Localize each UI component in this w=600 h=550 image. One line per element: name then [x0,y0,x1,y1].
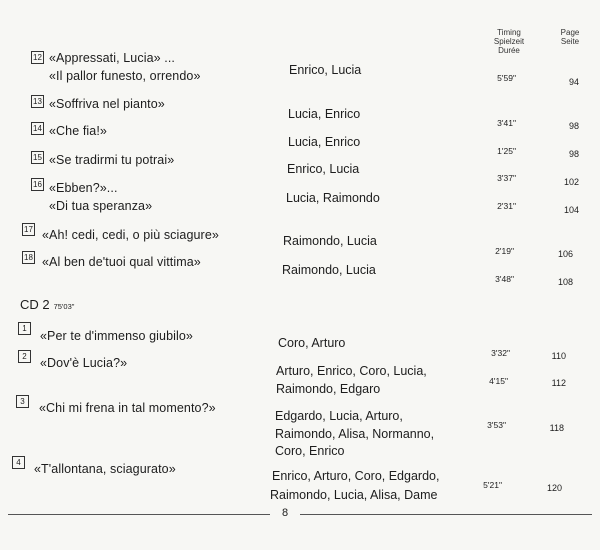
track-timing: 5'59" [497,73,516,83]
track-timing: 2'31" [497,201,516,211]
track-title: «Soffriva nel pianto» [49,97,165,111]
track-performers: Arturo, Enrico, Coro, Lucia, [276,364,427,378]
track-number: 14 [31,122,44,135]
timing-column-header [484,28,534,55]
track-number: 3 [16,395,29,408]
track-performers: Enrico, Lucia [289,63,362,77]
track-title: «Ah! cedi, cedi, o più sciagure» [42,228,219,242]
track-number: 1 [18,322,31,335]
cd2-total-time: 75'03" [53,302,75,311]
track-number: 16 [31,178,44,191]
track-title: «Appressati, Lucia» ... [49,51,175,65]
track-number: 18 [22,251,35,264]
track-title: «Il pallor funesto, orrendo» [49,69,201,83]
timing-header-line: Durée [498,46,520,55]
track-timing: 3'53" [487,420,506,430]
track-performers: Lucia, Raimondo [286,191,380,205]
track-timing: 1'25" [497,146,516,156]
track-title: «Per te d'immenso giubilo» [40,329,193,343]
track-title: «Che fia!» [49,124,107,138]
cd2-label: CD 2 [20,297,50,312]
track-timing: 4'15" [489,376,508,386]
track-title: «Chi mi frena in tal momento?» [39,401,216,415]
track-page: 104 [563,205,579,215]
track-timing: 3'41" [497,118,516,128]
track-page: 102 [563,177,579,187]
track-timing: 3'37" [497,173,516,183]
track-timing: 3'48" [495,274,514,284]
page-number: 8 [281,507,289,519]
track-number: 4 [12,456,25,469]
track-page: 94 [568,77,579,87]
track-title: «Ebben?»... [49,181,118,195]
track-number: 12 [31,51,44,64]
track-title: «Di tua speranza» [49,199,153,213]
track-number: 13 [31,95,44,108]
track-performers: Coro, Enrico [275,444,345,458]
track-performers: Raimondo, Edgaro [276,382,381,396]
track-performers: Raimondo, Lucia [283,234,377,248]
track-timing: 3'32" [491,348,510,358]
track-page: 98 [568,121,579,131]
footer-rule-left [8,514,270,515]
track-number: 2 [18,350,31,363]
track-performers: Raimondo, Alisa, Normanno, [275,427,435,441]
track-performers: Raimondo, Lucia [282,263,376,277]
track-performers: Enrico, Lucia [287,162,360,176]
timing-header-line: Timing [497,28,521,37]
track-performers: Raimondo, Lucia, Alisa, Dame [270,488,438,502]
track-page: 118 [549,423,564,433]
track-performers: Lucia, Enrico [288,135,361,149]
track-performers: Enrico, Arturo, Coro, Edgardo, [272,469,440,483]
track-title: «Dov'è Lucia?» [40,356,128,370]
track-page: 112 [551,378,566,388]
track-performers: Lucia, Enrico [288,107,361,121]
track-performers: Coro, Arturo [278,336,346,350]
track-title: «T'allontana, sciagurato» [34,462,176,476]
track-timing: 2'19" [495,246,514,256]
track-page: 106 [557,249,573,259]
cd2-heading [20,297,74,314]
page-header-line: Seite [560,37,580,46]
track-title: «Al ben de'tuoi qual vittima» [42,255,201,269]
page-header-line: Page [560,28,580,37]
timing-header-line: Spielzeit [493,37,525,46]
track-page: 108 [557,277,573,287]
track-title: «Se tradirmi tu potrai» [49,153,175,167]
track-timing: 5'21" [483,480,502,490]
track-page: 98 [568,149,579,159]
track-performers: Edgardo, Lucia, Arturo, [275,409,403,423]
page-column-header [552,28,588,46]
footer-rule-right [300,514,592,515]
track-page: 110 [551,351,566,361]
track-page: 120 [546,483,562,493]
track-number: 15 [31,151,44,164]
track-number: 17 [22,223,35,236]
